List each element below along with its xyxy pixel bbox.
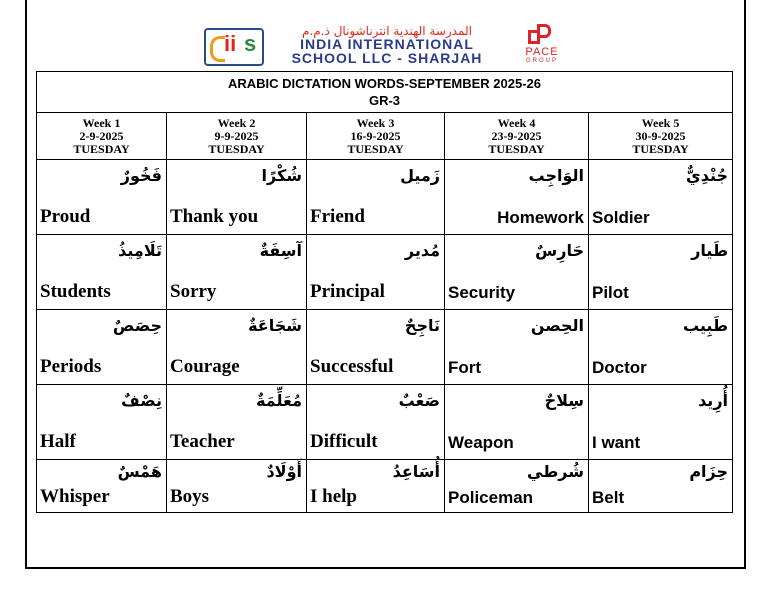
arabic-word: الحِصن <box>530 316 584 335</box>
english-word: Sorry <box>170 281 217 302</box>
word-cell <box>167 460 307 513</box>
grade-label: GR-3 <box>368 93 401 108</box>
word-cell <box>167 310 307 385</box>
title-row <box>37 72 733 113</box>
page-border-right <box>744 0 746 568</box>
school-name-arabic: المدرسة الهندية انترناشونال ذ.م.م <box>302 24 472 38</box>
week-header-row <box>37 113 733 160</box>
arabic-word: طَبِيب <box>682 316 729 335</box>
week-date: 23-9-2025 <box>491 128 542 143</box>
word-cell <box>307 160 445 235</box>
word-cell <box>307 385 445 460</box>
word-cell <box>167 160 307 235</box>
pace-mark-icon <box>528 24 554 46</box>
arabic-word: مُعَلِّمَةٌ <box>256 391 302 410</box>
arabic-word: زَميل <box>400 166 440 185</box>
word-cell <box>37 310 167 385</box>
word-cell <box>37 385 167 460</box>
english-word: Thank you <box>170 206 259 227</box>
logo-letter-s: s <box>244 31 257 56</box>
english-word: Proud <box>40 206 91 227</box>
word-cell <box>445 460 589 513</box>
school-header <box>200 22 580 70</box>
week-day: TUESDAY <box>488 141 545 156</box>
arabic-word: جُنْدِيٌّ <box>686 166 729 185</box>
arabic-word: سِلاحٌ <box>544 391 584 410</box>
arabic-word: الوَاجِب <box>528 166 584 185</box>
word-cell <box>37 160 167 235</box>
english-word: Students <box>40 281 111 302</box>
week-label: Week 3 <box>356 115 395 130</box>
arabic-word: مُدير <box>404 241 440 260</box>
week-header <box>307 113 445 160</box>
arabic-word: طَيار <box>691 241 729 260</box>
arabic-word: شُرطي <box>527 462 584 481</box>
english-word: Difficult <box>310 431 378 452</box>
word-cell <box>37 235 167 310</box>
word-cell <box>589 235 733 310</box>
pace-logo-name: PACE <box>525 46 559 58</box>
english-word: Half <box>40 431 76 452</box>
pace-group-logo <box>512 24 572 68</box>
word-cell <box>307 310 445 385</box>
week-header <box>445 113 589 160</box>
english-word: Doctor <box>592 358 647 377</box>
title-cell <box>37 72 733 113</box>
word-cell <box>37 460 167 513</box>
word-cell <box>589 160 733 235</box>
word-cell <box>167 235 307 310</box>
english-word: Security <box>448 283 516 302</box>
pace-logo-sub: GROUP <box>525 58 558 64</box>
arabic-word: نَاجِحٌ <box>404 316 440 335</box>
week-day: TUESDAY <box>73 141 130 156</box>
dictation-table <box>36 71 733 513</box>
english-word: Pilot <box>592 283 629 302</box>
word-cell <box>445 235 589 310</box>
arabic-word: أُرِيد <box>698 391 729 410</box>
english-word: Successful <box>310 356 394 377</box>
word-cell <box>445 160 589 235</box>
week-date: 16-9-2025 <box>350 128 401 143</box>
word-cell <box>307 235 445 310</box>
week-day: TUESDAY <box>347 141 404 156</box>
word-row <box>37 385 733 460</box>
arabic-word: شُكْرًا <box>261 166 302 185</box>
week-header <box>167 113 307 160</box>
word-cell <box>589 460 733 513</box>
word-row <box>37 460 733 513</box>
english-word: Weapon <box>448 433 514 452</box>
english-word: Principal <box>310 281 385 302</box>
english-word: Periods <box>40 356 102 377</box>
arabic-word: صَعْبٌ <box>398 391 440 410</box>
week-date: 30-9-2025 <box>635 128 686 143</box>
word-row <box>37 310 733 385</box>
english-word: Whisper <box>40 486 110 507</box>
week-header <box>589 113 733 160</box>
arabic-word: شَجَاعَةٌ <box>248 316 302 335</box>
word-cell <box>445 310 589 385</box>
english-word: I want <box>592 433 641 452</box>
english-word: Teacher <box>170 431 235 452</box>
week-day: TUESDAY <box>632 141 689 156</box>
word-row <box>37 160 733 235</box>
english-word: Homework <box>497 208 584 227</box>
week-label: Week 5 <box>641 115 680 130</box>
arabic-word: حِزَام <box>689 462 729 481</box>
school-name-line1: INDIA INTERNATIONAL <box>300 36 474 52</box>
arabic-word: نِصْفٌ <box>121 391 162 410</box>
word-cell <box>307 460 445 513</box>
week-label: Week 1 <box>82 115 121 130</box>
week-day: TUESDAY <box>208 141 265 156</box>
english-word: Fort <box>448 358 482 377</box>
word-cell <box>589 310 733 385</box>
word-cell <box>589 385 733 460</box>
week-date: 9-9-2025 <box>214 128 259 143</box>
school-logo <box>204 28 264 66</box>
english-word: I help <box>310 486 357 507</box>
week-label: Week 2 <box>217 115 256 130</box>
arabic-word: آسِفَةٌ <box>259 241 302 260</box>
arabic-word: حِصَصٌ <box>112 316 162 335</box>
logo-letters: ii <box>224 31 237 56</box>
page-border-bottom <box>25 567 746 569</box>
page-border-left <box>25 0 27 568</box>
english-word: Boys <box>170 486 210 507</box>
word-cell <box>445 385 589 460</box>
english-word: Soldier <box>592 208 650 227</box>
arabic-word: أُسَاعِدُ <box>392 462 440 481</box>
word-cell <box>167 385 307 460</box>
word-row <box>37 235 733 310</box>
school-name-line2: SCHOOL LLC - SHARJAH <box>291 50 483 66</box>
week-date: 2-9-2025 <box>79 128 124 143</box>
arabic-word: حَارِسٌ <box>535 241 584 260</box>
week-header <box>37 113 167 160</box>
week-label: Week 4 <box>497 115 536 130</box>
arabic-word: تَلَامِيذُ <box>118 241 162 260</box>
arabic-word: فَخُورٌ <box>120 166 162 185</box>
arabic-word: أَوْلَادٌ <box>266 462 302 481</box>
english-word: Courage <box>170 356 240 377</box>
arabic-word: هَمْسٌ <box>117 462 162 481</box>
english-word: Belt <box>592 488 625 507</box>
sheet-title: ARABIC DICTATION WORDS-SEPTEMBER 2025-26 <box>228 76 541 91</box>
english-word: Friend <box>310 206 365 227</box>
logo-swoosh-icon <box>210 36 225 62</box>
english-word: Policeman <box>448 488 534 507</box>
